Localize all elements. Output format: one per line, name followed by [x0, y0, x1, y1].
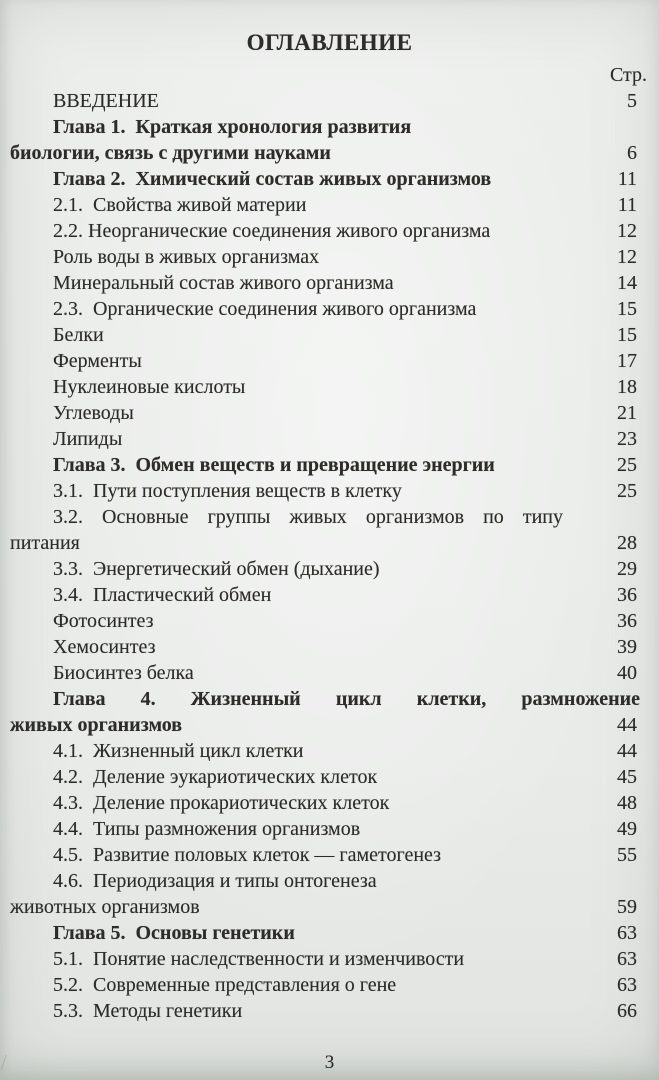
- toc-entry-page-number: 36: [617, 584, 637, 606]
- toc-entry-line: [0, 504, 659, 530]
- toc-entry-line: [0, 348, 659, 374]
- toc-entry-line: [0, 114, 659, 140]
- toc-entry-text: 5.2. Современные представления о гене: [53, 974, 397, 996]
- toc-entry-page-number: 49: [617, 818, 637, 840]
- toc-entry-page-number: 5: [627, 90, 637, 112]
- toc-entry-text: 4.3. Деление прокариотических клеток: [53, 792, 390, 814]
- toc-entry-line: [0, 764, 659, 790]
- table-of-contents: [0, 88, 659, 1024]
- toc-entry-text: 2.3. Органические соединения живого организма: [53, 298, 477, 320]
- toc-entry-line: [0, 400, 659, 426]
- toc-entry-text: Глава 4. Жизненный цикл клетки, размножение: [53, 688, 640, 710]
- toc-entry-text: Глава 1. Краткая хронология развития: [53, 116, 412, 138]
- toc-entry-line: [0, 998, 659, 1024]
- toc-entry-line: [0, 946, 659, 972]
- toc-entry-page-number: 45: [617, 766, 637, 788]
- toc-entry-line: [0, 270, 659, 296]
- toc-entry-page-number: 66: [617, 1000, 637, 1022]
- toc-entry-text: биологии, связь с другими науками: [10, 142, 331, 164]
- toc-entry-line: [0, 192, 659, 218]
- toc-entry-text: Биосинтез белка: [53, 662, 194, 684]
- toc-entry-text: Хемосинтез: [53, 636, 156, 658]
- toc-entry-line: [0, 478, 659, 504]
- toc-entry-text: 4.6. Периодизация и типы онтогенеза: [53, 870, 377, 892]
- page-title: ОГЛАВЛЕНИЕ: [246, 30, 413, 55]
- toc-entry-text: 3.2. Основные группы живых организмов по типу: [53, 506, 563, 528]
- toc-entry-text: 2.1. Свойства живой материи: [53, 194, 307, 216]
- toc-entry-page-number: 40: [617, 662, 637, 684]
- page-column-header: Стр.: [609, 64, 647, 86]
- toc-entry-text: ВВЕДЕНИЕ: [53, 90, 159, 112]
- toc-entry-text: Глава 5. Основы генетики: [53, 922, 295, 944]
- toc-entry-line: [0, 712, 659, 738]
- toc-entry-page-number: 63: [617, 922, 637, 944]
- toc-entry-page-number: 25: [617, 480, 637, 502]
- toc-entry-text: животных организмов: [10, 896, 200, 918]
- toc-entry-page-number: 12: [617, 220, 637, 242]
- toc-entry-page-number: 11: [617, 168, 637, 190]
- toc-entry-line: [0, 530, 659, 556]
- toc-entry-text: Белки: [53, 324, 104, 346]
- toc-entry-line: [0, 920, 659, 946]
- toc-entry-line: [0, 452, 659, 478]
- toc-entry-line: [0, 582, 659, 608]
- toc-entry-page-number: 44: [617, 740, 637, 762]
- toc-entry-text: Глава 2. Химический состав живых организмов: [53, 168, 492, 190]
- toc-entry-page-number: 59: [617, 896, 637, 918]
- toc-entry-text: Роль воды в живых организмах: [53, 246, 320, 268]
- toc-entry-text: живых организмов: [10, 714, 183, 736]
- toc-entry-text: Фотосинтез: [53, 610, 154, 632]
- footer-page-number: 3: [324, 1052, 335, 1073]
- toc-entry-line: [0, 556, 659, 582]
- toc-entry-line: [0, 842, 659, 868]
- toc-entry-text: Ферменты: [53, 350, 142, 372]
- toc-entry-line: [0, 296, 659, 322]
- toc-entry-page-number: 63: [617, 948, 637, 970]
- toc-entry-text: Минеральный состав живого организма: [53, 272, 394, 294]
- toc-entry-text: 4.4. Типы размножения организмов: [53, 818, 361, 840]
- toc-entry-text: Углеводы: [53, 402, 134, 424]
- toc-entry-text: 5.3. Методы генетики: [53, 1000, 243, 1022]
- toc-entry-line: [0, 426, 659, 452]
- toc-entry-page-number: 15: [617, 298, 637, 320]
- toc-entry-page-number: 17: [617, 350, 637, 372]
- toc-entry-text: питания: [10, 532, 80, 554]
- toc-entry-text: Липиды: [53, 428, 123, 450]
- toc-entry-page-number: 28: [617, 532, 637, 554]
- toc-entry-line: [0, 374, 659, 400]
- toc-entry-page-number: 48: [617, 792, 637, 814]
- toc-entry-page-number: 18: [617, 376, 637, 398]
- toc-entry-line: [0, 686, 659, 712]
- toc-entry-text: Нуклеиновые кислоты: [53, 376, 246, 398]
- toc-entry-line: [0, 816, 659, 842]
- toc-entry-page-number: 11: [617, 194, 637, 216]
- toc-entry-page-number: 23: [617, 428, 637, 450]
- toc-entry-page-number: 29: [617, 558, 637, 580]
- toc-entry-text: 3.3. Энергетический обмен (дыхание): [53, 558, 380, 580]
- toc-entry-page-number: 15: [617, 324, 637, 346]
- toc-entry-text: Глава 3. Обмен веществ и превращение энергии: [53, 454, 495, 476]
- toc-entry-line: [0, 88, 659, 114]
- toc-entry-line: [0, 140, 659, 166]
- toc-entry-page-number: 14: [617, 272, 637, 294]
- toc-entry-line: [0, 244, 659, 270]
- toc-entry-line: [0, 608, 659, 634]
- toc-entry-page-number: 36: [617, 610, 637, 632]
- toc-entry-text: 5.1. Понятие наследственности и изменчивости: [53, 948, 465, 970]
- toc-entry-page-number: 25: [617, 454, 637, 476]
- toc-entry-text: 4.5. Развитие половых клеток — гаметогенез: [53, 844, 442, 866]
- toc-entry-text: 2.2. Неорганические соединения живого организма: [53, 220, 491, 242]
- toc-entry-text: 4.1. Жизненный цикл клетки: [53, 740, 304, 762]
- toc-entry-text: 4.2. Деление эукариотических клеток: [53, 766, 378, 788]
- toc-entry-line: [0, 738, 659, 764]
- toc-entry-page-number: 44: [617, 714, 637, 736]
- toc-entry-line: [0, 166, 659, 192]
- toc-entry-line: [0, 634, 659, 660]
- toc-entry-page-number: 55: [617, 844, 637, 866]
- toc-entry-line: [0, 972, 659, 998]
- toc-entry-page-number: 12: [617, 246, 637, 268]
- toc-entry-line: [0, 322, 659, 348]
- toc-entry-page-number: 21: [617, 402, 637, 424]
- toc-entry-line: [0, 660, 659, 686]
- toc-entry-text: 3.4. Пластический обмен: [53, 584, 272, 606]
- toc-entry-line: [0, 218, 659, 244]
- toc-entry-text: 3.1. Пути поступления веществ в клетку: [53, 480, 402, 502]
- toc-entry-page-number: 39: [617, 636, 637, 658]
- toc-entry-line: [0, 868, 659, 894]
- toc-entry-page-number: 63: [617, 974, 637, 996]
- toc-entry-line: [0, 894, 659, 920]
- toc-entry-page-number: 6: [627, 142, 637, 164]
- toc-entry-line: [0, 790, 659, 816]
